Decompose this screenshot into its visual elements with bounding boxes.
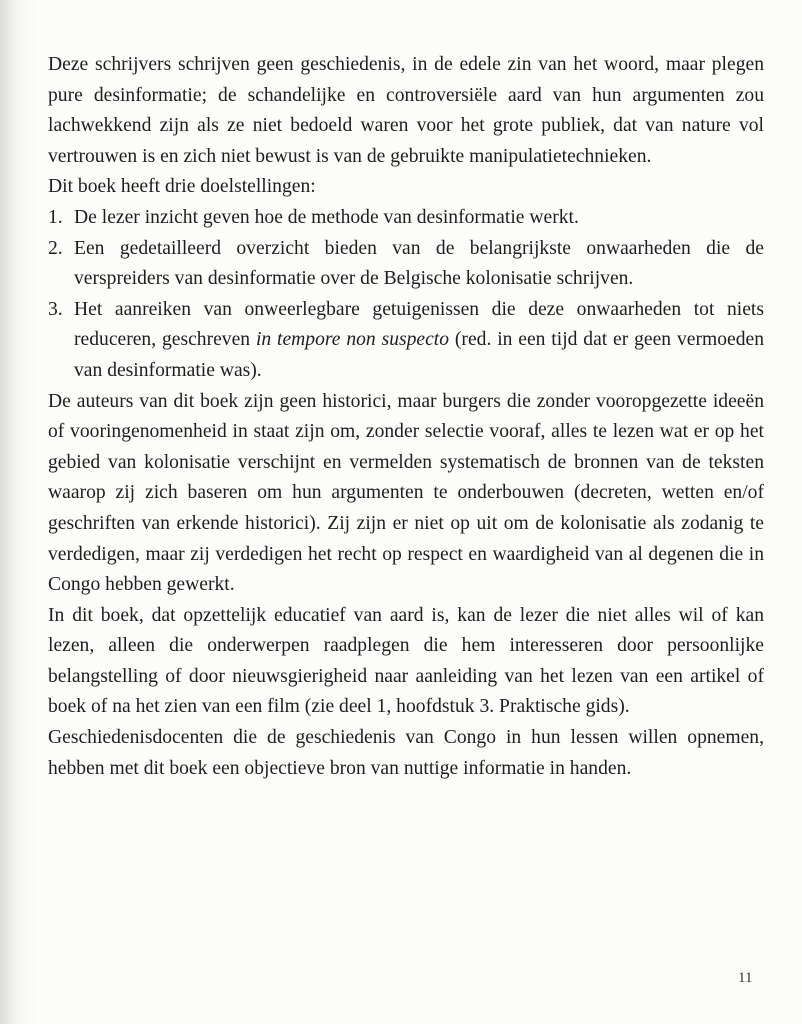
paragraph-2: Dit boek heeft drie doelstellingen: bbox=[48, 176, 316, 198]
paragraph-5: Geschiedenisdocenten die de geschiedenis van Congo in hun lessen willen opnemen, hebben met dit boek een objectieve bron van nuttige informatie in handen. bbox=[48, 727, 764, 779]
page-number: 11 bbox=[738, 970, 753, 986]
list-text: De lezer inzicht geven hoe de methode van desinformatie werkt. bbox=[74, 206, 579, 228]
paragraph-3: De auteurs van dit boek zijn geen historici, maar burgers die zonder vooropgezette ideeën of vooringenomenheid in staat zijn om, zonder selectie vooraf, alles te lezen wat er op het gebied van kolonisatie verschijnt en vermelden systematisch de bronnen van de teksten waarop zij zich baseren om hun argumenten te onderbouwen (decreten, wetten en/of geschriften van erkende historici). Zij zijn er niet op uit om de kolonisatie als zodanig te verdedigen, maar zij verdedigen het recht op respect en waardigheid van al degenen die in Congo hebben gewerkt. bbox=[48, 390, 764, 596]
latin-phrase: in tempore non suspecto bbox=[255, 329, 450, 351]
list-text-before: Het aanreiken van onweerlegbare getuigenissen die deze onwaarheden tot niets reduceren, geschreven bbox=[74, 298, 764, 351]
list-item-1 bbox=[48, 203, 764, 234]
list-number: 2. bbox=[48, 237, 63, 259]
binding-shadow bbox=[0, 0, 18, 1024]
body-text bbox=[48, 50, 764, 784]
paragraph-1: Deze schrijvers schrijven geen geschiedenis, in de edele zin van het woord, maar plegen pure desinformatie; de schandelijke en controversiële aard van hun argumenten zou lachwekkend zijn als ze niet bedoeld waren voor het grote publiek, dat van nature vol vertrouwen is en zich niet bewust is van de gebruikte manipulatietechnieken. bbox=[48, 54, 764, 167]
list-item-3 bbox=[48, 295, 764, 387]
list-text bbox=[74, 295, 764, 387]
list-text-after: (red. in een tijd dat er geen vermoeden van desinformatie was). bbox=[74, 329, 764, 381]
paragraph-4: In dit boek, dat opzettelijk educatief van aard is, kan de lezer die niet alles wil of kan lezen, alleen die onderwerpen raadplegen die hem interesseren door persoonlijke belangstelling of door nieuwsgierigheid naar aanleiding van het lezen van een artikel of boek of na het zien van een film (zie deel 1, hoofdstuk 3. Praktische gids). bbox=[48, 604, 764, 718]
list-text: Een gedetailleerd overzicht bieden van de belangrijkste onwaarheden die de verspreiders van desinformatie over de Belgische kolonisatie schrijven. bbox=[74, 237, 764, 290]
list-number: 1. bbox=[48, 206, 63, 228]
list-item-2 bbox=[48, 234, 764, 295]
list-number: 3. bbox=[48, 298, 63, 320]
